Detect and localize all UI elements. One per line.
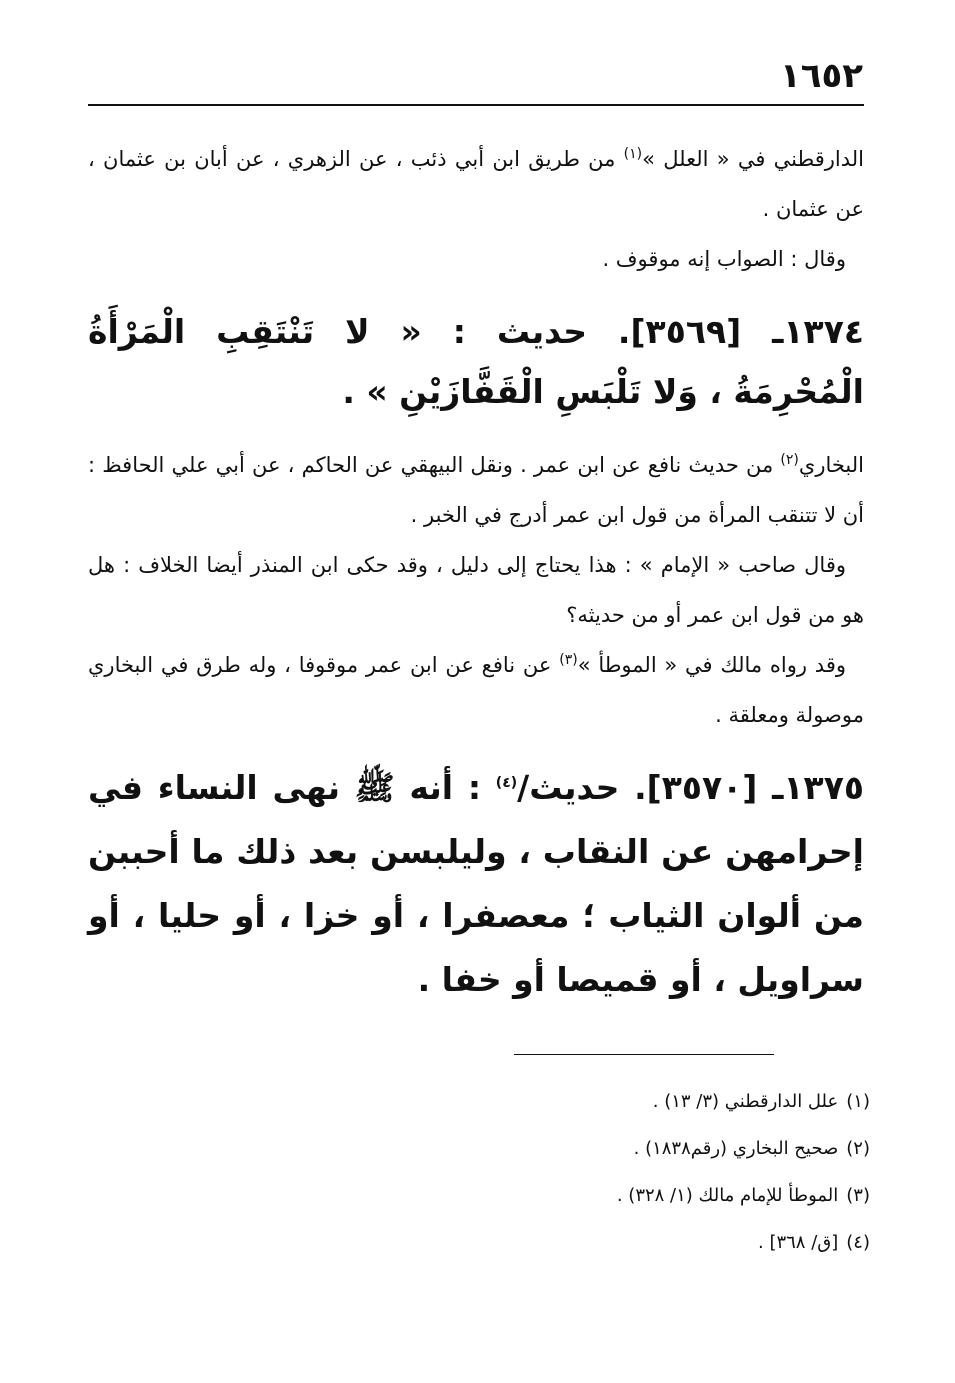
footnotes [300,1078,870,1266]
footnote-3 [300,1172,870,1219]
footnote-number: (٢) [846,1138,870,1159]
footnote-text: صحيح البخاري (رقم١٨٣٨) . [633,1138,839,1159]
paragraph-text: من حديث نافع عن ابن عمر . ونقل البيهقي عن الحاكم ، عن أبي علي الحافظ : أن لا تتنقب المرأة من قول ابن عمر أدرج في الخبر . [88,453,864,527]
footnote-ref-2: (٢) [780,452,799,468]
heading-text: ١٣٧٥ـ [٣٥٧٠]. حديث/ [517,768,864,807]
footnote-1 [300,1078,870,1125]
hadith-heading-1375 [88,756,864,1012]
paragraph-daraqutni [88,134,864,234]
hadith-heading-1374: ١٣٧٤ـ [٣٥٦٩]. حديث : « لا تَنْتَقِبِ الْمَرْأَةُ الْمُحْرِمَةُ ، وَلا تَلْبَسِ الْقَفَّازَيْنِ » . [88,312,864,411]
paragraph-imam: وقال صاحب « الإمام » : هذا يحتاج إلى دليل ، وقد حكى ابن المنذر أيضا الخلاف : هل هو من قول ابن عمر أو من حديثه؟ [88,553,864,627]
footnote-number: (١) [846,1091,870,1112]
heading-text: : أنه ﷺ نهى النساء في إحرامهن عن النقاب ، وليلبسن بعد ذلك ما أحببن من ألوان الثياب ؛ معصفرا ، أو خزا ، أو حليا ، أو سراويل ، أو قميصا أو خفا . [88,768,864,999]
paragraph-text: الدارقطني في « العلل » [642,147,864,171]
footnote-number: (٤) [846,1232,870,1253]
footnote-ref-1: (١) [623,146,643,162]
footnote-2 [300,1125,870,1172]
paragraph-text: وقد رواه مالك في « الموطأ » [577,653,846,677]
main-text [88,134,864,1030]
paragraph-bukhari [88,440,864,540]
footnote-ref-4: (٤) [495,775,518,791]
page-number: ١٦٥٢ [779,56,863,96]
footnote-text: الموطأ للإمام مالك (١/ ٣٢٨) . [616,1185,839,1206]
paragraph-mawquf: وقال : الصواب إنه موقوف . [602,247,846,271]
paragraph-malik [88,640,864,740]
footnote-4 [300,1219,870,1266]
footnote-ref-3: (٣) [559,652,578,668]
header-rule [88,104,864,106]
paragraph-text: من طريق ابن أبي ذئب ، عن الزهري ، عن أبان بن عثمان ، عن عثمان . [88,147,864,221]
paragraph-text: البخاري [798,453,864,477]
footnote-text: علل الدارقطني (٣/ ١٣) . [652,1091,839,1112]
paragraph-text: عن نافع عن ابن عمر موقوفا ، وله طرق في البخاري موصولة ومعلقة . [88,653,864,727]
footnote-rule [514,1054,774,1055]
footnote-text: [ق/ ٣٦٨] . [758,1232,839,1253]
footnote-number: (٣) [846,1185,870,1206]
